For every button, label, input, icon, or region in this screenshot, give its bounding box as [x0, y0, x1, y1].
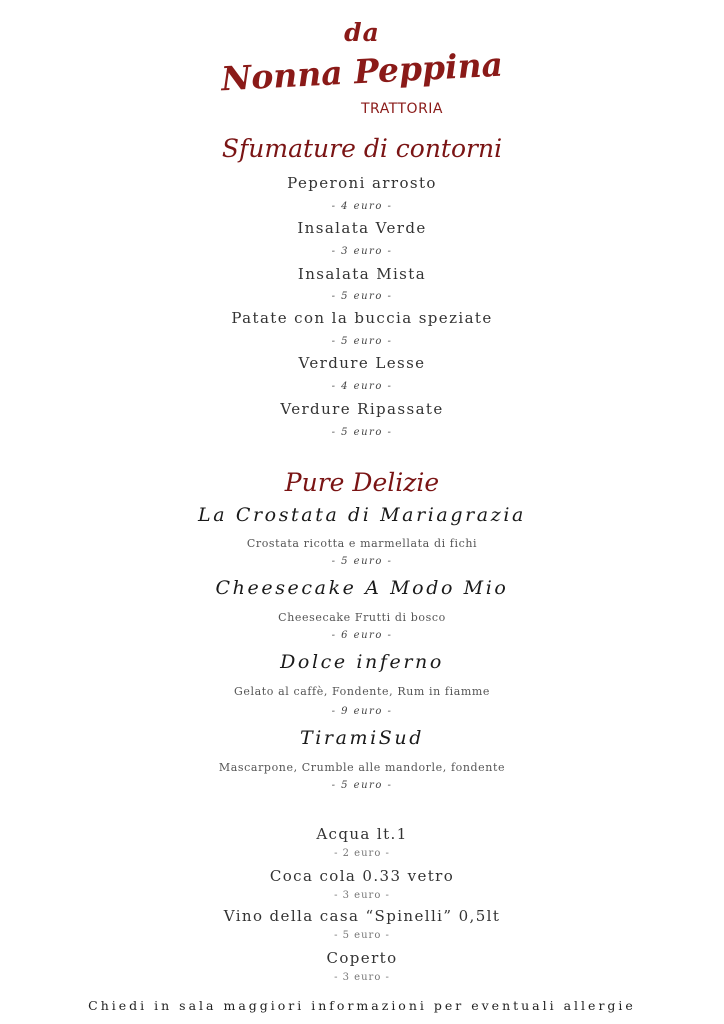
cover-charge-name: Coperto — [326, 949, 398, 967]
drink-price: - 2 euro - — [334, 848, 390, 859]
dessert-name: Cheesecake A Modo Mio — [215, 577, 509, 599]
dessert-price: - 9 euro - — [331, 706, 393, 717]
menu-item-name: Insalata Mista — [297, 265, 427, 283]
menu-item-name: Verdure Lesse — [298, 354, 426, 372]
drink-price: - 5 euro - — [334, 930, 390, 941]
menu-item-name: Verdure Ripassate — [280, 400, 444, 418]
dessert-description: Crostata ricotta e marmellata di fichi — [246, 537, 478, 550]
dessert-description: Mascarpone, Crumble alle mandorle, fondente — [218, 761, 506, 774]
dessert-name: Dolce inferno — [280, 651, 444, 673]
logo-prefix: da — [344, 18, 380, 47]
menu-item-price: - 5 euro - — [331, 291, 393, 302]
logo-name: Nonna Peppina — [220, 44, 504, 99]
menu-item-name: Peperoni arrosto — [287, 174, 437, 192]
section-title: Pure Delizie — [284, 468, 440, 497]
menu-item-price: - 3 euro - — [331, 246, 393, 257]
dessert-name: La Crostata di Mariagrazia — [198, 504, 526, 526]
drink-name: Vino della casa “Spinelli” 0,5lt — [223, 907, 501, 925]
section-title: Sfumature di contorni — [221, 134, 503, 163]
dessert-description: Gelato al caffè, Fondente, Rum in fiamme — [233, 685, 491, 698]
dessert-description: Cheesecake Frutti di bosco — [278, 611, 446, 624]
cover-charge-price: - 3 euro - — [334, 972, 390, 983]
drink-name: Acqua lt.1 — [316, 825, 408, 843]
menu-item-price: - 5 euro - — [331, 336, 393, 347]
menu-item-name: Patate con la buccia speziate — [231, 309, 493, 327]
drink-name: Coca cola 0.33 vetro — [269, 867, 455, 885]
drink-price: - 3 euro - — [334, 890, 390, 901]
dessert-price: - 5 euro - — [331, 780, 393, 791]
menu-item-name: Insalata Verde — [297, 219, 427, 237]
dessert-price: - 5 euro - — [331, 556, 393, 567]
dessert-name: TiramiSud — [299, 727, 425, 749]
dessert-price: - 6 euro - — [331, 630, 393, 641]
menu-item-price: - 5 euro - — [331, 427, 393, 438]
allergy-note: Chiedi in sala maggiori informazioni per eventuali allergie — [88, 998, 636, 1013]
logo-subtitle: TRATTORIA — [360, 101, 443, 117]
menu-item-price: - 4 euro - — [331, 201, 393, 212]
menu-item-price: - 4 euro - — [331, 381, 393, 392]
